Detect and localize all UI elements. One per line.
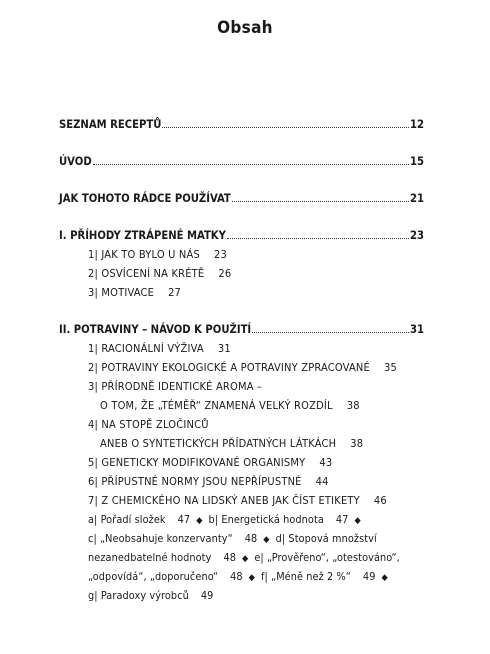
subitem-label: „odpovídá“, „doporučeno“: [88, 570, 219, 583]
toc-entry-label: II. POTRAVINY – NÁVOD K POUŽITÍ: [59, 323, 252, 336]
diamond-separator-icon: ◆: [354, 516, 361, 526]
toc-entry-label: I. PŘÍHODY ZTRÁPENÉ MATKY: [59, 229, 226, 242]
toc-entry-label: ÚVOD: [59, 155, 92, 168]
subitem-a[interactable]: [88, 513, 190, 526]
toc-page-number: 38: [350, 437, 364, 450]
diamond-separator-icon: ◆: [263, 535, 270, 545]
toc-subentry[interactable]: [88, 361, 397, 374]
toc-subitem-line: [88, 532, 377, 545]
toc-subentry-label: 5| GENETICKY MODIFIKOVANÉ ORGANISMY: [88, 456, 306, 469]
toc-subentry[interactable]: [88, 342, 231, 355]
toc-page-number: 12: [409, 118, 424, 131]
subitem-d[interactable]: [276, 532, 377, 545]
toc-page-number: 44: [315, 475, 329, 488]
dot-leader: [162, 127, 409, 128]
toc-subentry-continuation[interactable]: [100, 399, 360, 412]
toc-subitem-line: [88, 551, 400, 564]
dot-leader: [93, 164, 409, 165]
dot-leader: [252, 332, 409, 333]
subitem-label: d| Stopová množství: [275, 532, 377, 545]
toc-subentry-label: 3| MOTIVACE: [88, 286, 155, 299]
subitem-d-continued[interactable]: [88, 551, 236, 564]
toc-entry-uvod[interactable]: [59, 155, 424, 168]
toc-page-number: 47: [335, 513, 349, 526]
toc-page-number: 49: [362, 570, 376, 583]
subitem-g[interactable]: [88, 589, 213, 602]
diamond-separator-icon: ◆: [242, 554, 249, 564]
page-title: Obsah: [217, 18, 273, 38]
subitem-c[interactable]: [88, 532, 257, 545]
diamond-separator-icon: ◆: [381, 573, 388, 583]
toc-page-number: 21: [409, 192, 424, 205]
toc-subentry-label: 1| RACIONÁLNÍ VÝŽIVA: [88, 342, 204, 355]
toc-subentry[interactable]: [88, 267, 231, 280]
toc-subentry-continuation[interactable]: [100, 437, 363, 450]
toc-subentry[interactable]: [88, 286, 181, 299]
toc-subentry[interactable]: [88, 418, 209, 431]
toc-entry-section-1[interactable]: [59, 229, 424, 242]
diamond-separator-icon: ◆: [196, 516, 203, 526]
subitem-label: b| Energetická hodnota: [208, 513, 324, 526]
toc-subitem-line: [88, 589, 213, 602]
toc-entry-label: SEZNAM RECEPTŮ: [59, 118, 162, 131]
toc-page-number: 48: [244, 532, 258, 545]
toc-subentry[interactable]: [88, 494, 387, 507]
subitem-label: e| „Prověřeno“, „otestováno“,: [254, 551, 400, 564]
toc-entry-jak-pouzivat[interactable]: [59, 192, 424, 205]
dot-leader: [232, 201, 409, 202]
subitem-label: g| Paradoxy výrobců: [88, 589, 189, 602]
toc-subentry-label: 1| JAK TO BYLO U NÁS: [88, 248, 200, 261]
toc-subitem-line: [88, 570, 394, 583]
toc-page-number: 48: [230, 570, 243, 583]
toc-entry-section-2[interactable]: [59, 323, 424, 336]
toc-subentry-label: 4| NA STOPĚ ZLOČINCŮ: [88, 418, 209, 431]
toc-page-number: 31: [217, 342, 231, 355]
toc-subentry-label: 2| OSVÍCENÍ NA KRÉTĚ: [88, 267, 205, 280]
toc-page-number: 47: [177, 513, 191, 526]
toc-page-number: 49: [200, 589, 214, 602]
diamond-separator-icon: ◆: [248, 573, 255, 583]
subitem-label: c| „Neobsahuje konzervanty“: [88, 532, 233, 545]
toc-page-number: 23: [214, 248, 227, 261]
toc-subentry-label: 6| PŘÍPUSTNÉ NORMY JSOU NEPŘÍPUSTNÉ: [88, 475, 302, 488]
subitem-label: nezanedbatelné hodnoty: [88, 551, 212, 564]
toc-subentry[interactable]: [88, 456, 332, 469]
toc-subentry-label: ANEB O SYNTETICKÝCH PŘÍDATNÝCH LÁTKÁCH: [100, 437, 337, 450]
toc-page-number: 46: [373, 494, 387, 507]
toc-subentry[interactable]: [88, 380, 262, 393]
subitem-b[interactable]: [209, 513, 349, 526]
toc-entry-seznam-receptu[interactable]: [59, 118, 424, 131]
toc-page-number: 23: [409, 229, 424, 242]
toc-page-number: 27: [168, 286, 182, 299]
subitem-e-continued[interactable]: [88, 570, 243, 583]
toc-page-number: 48: [223, 551, 236, 564]
toc-page-number: 15: [409, 155, 424, 168]
toc-page-number: 38: [346, 399, 360, 412]
toc-subentry[interactable]: [88, 248, 227, 261]
toc-subentry[interactable]: [88, 475, 329, 488]
toc-page-number: 31: [409, 323, 424, 336]
toc-entry-label: JAK TOHOTO RÁDCE POUŽÍVAT: [59, 192, 231, 205]
toc-subentry-label: 7| Z CHEMICKÉHO NA LIDSKÝ ANEB JAK ČÍST ETIKETY: [88, 494, 360, 507]
toc-subentry-label: O TOM, ŽE „TÉMĚŘ“ ZNAMENÁ VELKÝ ROZDÍL: [100, 399, 333, 412]
toc-subentry-label: 2| POTRAVINY EKOLOGICKÉ A POTRAVINY ZPRACOVANÉ: [88, 361, 370, 374]
toc-page-number: 26: [218, 267, 232, 280]
toc-page-number: 35: [383, 361, 397, 374]
toc-subitem-line: [88, 513, 367, 526]
toc-page-number: 43: [319, 456, 333, 469]
dot-leader: [227, 238, 409, 239]
subitem-label: a| Pořadí složek: [88, 513, 166, 526]
toc-subentry-label: 3| PŘÍRODNĚ IDENTICKÉ AROMA –: [88, 380, 263, 393]
subitem-label: f| „Méně než 2 %“: [260, 570, 351, 583]
subitem-e[interactable]: [254, 551, 400, 564]
subitem-f[interactable]: [261, 570, 376, 583]
